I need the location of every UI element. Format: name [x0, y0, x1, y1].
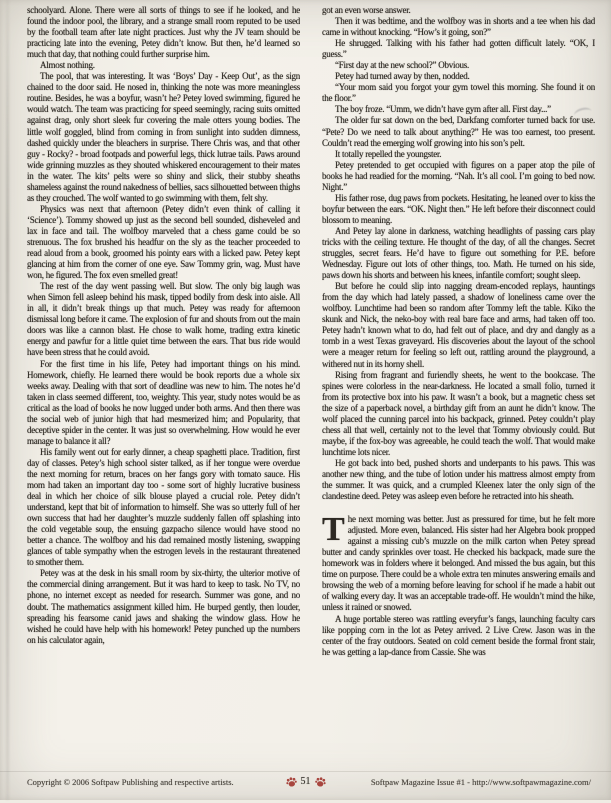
paragraph: Rising from fragrant and furiendly sheets, he went to the bookcase. The spines were colorless in the near-darkness. He located a small folio, turned it from its protective box into his paw. It wasn’t a book, but a magnetic chess set the size of a paperback novel, a birthday gift from an aunt he didn’t know. The wolf placed the cunning parcel into his backpack, grinned. Petey couldn’t play chess all that well, certainly not to the level that Tommy obviously could. But maybe, if the fox-boy was agreeable, he could teach the wolf. That would make lunchtime lots nicer. [322, 369, 595, 457]
paragraph: His family went out for early dinner, a cheap spaghetti place. Tradition, first day of classes. Petey’s high school sister talked, as if her tongue were overdue the next morning for return, braces on her fangs gory with tomato sauce. His mom had taken an important day too - some sort of highly lucrative business deal in which her choice of silk blouse played a crucial role. Petey didn’t understand, kept that bit of information to himself. She was so utterly full of her own success that had her daughter’s muzzle suddenly fallen off splashing into the cold vegetable soup, the ensuing gazpacho silence would have stood no better a chance. The wolfboy and his dad remained mostly listening, swapping glances of table sympathy when the estrogen levels in the restaurant threatened to smother them. [27, 446, 300, 568]
paragraph: He shrugged. Talking with his father had gotten difficult lately. “OK, I guess.” [322, 38, 595, 60]
paragraph: The rest of the day went passing well. But slow. The only big laugh was when Simon fell asleep behind his mask, tipped bodily from desk into aisle. All in all, it didn’t break things up that much. Petey was ready for afternoon dismissal long before it came. The explosion of fur and shouts from out the main doors was like a cannon blast. He chose to walk home, trading extra kinetic energy and pawfur for a little quiet time between the ears. That bus ride would have been stress that he could avoid. [27, 281, 300, 358]
paragraph: Petey had turned away by then, nodded. [335, 71, 470, 82]
paw-icon [286, 777, 297, 787]
paragraph: And Petey lay alone in darkness, watching headlights of passing cars play tricks with the ceiling texture. He thought of the day, of all the changes. Secret struggles, secret fears. He’d have to figure out something for P.E. before Wednesday. Figure out lots of other things, too. Math. He turned on his side, paws down his shorts and between his knees, infantile comfort; sought sleep. [322, 225, 595, 281]
paragraph: “Your mom said you forgot your gym towel this morning. She found it on the floor.” [322, 82, 595, 104]
paragraph: Then it was bedtime, and the wolfboy was in shorts and a tee when his dad came in without knocking. “How’s it going, son?” [322, 16, 595, 38]
paragraph: got an even worse answer. [322, 5, 411, 15]
left-column [27, 5, 300, 767]
paragraph: The pool, that was interesting. It was ‘Boys’ Day - Keep Out’, as the sign chained to the door said. He nosed in, thinking the note was more meaningless routine. Besides, he was a boyfur, wasn’t he? Petey loved swimming, figured he would watch. The team was practicing for speed seemingly, racing suits omitted against drag, only short sleek fur covering the male otters young bodies. The little wolf goggled, blind from coming in from sunlight into sudden dimness, dashed quickly under the bleachers in surprise. There Chris was, and that other guy - Rocky? - broad footpads and powerful legs, thick lutrae tails. Paws around wide grinning muzzles as they shouted whiskered encouragement to their mates in the water. The kits’ pelts were so shiny and slick, their stubby sheaths shameless against the round nakedness of bellies, sacs silhouetted between thighs as they crouched. The wolf wanted to go swimming with them, felt shy. [27, 71, 300, 203]
page-number: 51 [300, 776, 311, 787]
footer-copyright: Copyright © 2006 Softpaw Publishing and respective artists. [27, 777, 234, 787]
story-text [27, 5, 595, 767]
paw-icon [315, 777, 326, 787]
paragraph: The next morning was better. Just as pressured for time, but he felt more adjusted. More even, balanced. His sister had her Algebra book propped against a missing cub’s muzzle on the milk carton when Petey spread butter and candy sprinkles over toast. He checked his backpack, made sure the homework was in folders where it belonged. And missed the bus again, but this time on purpose. There could be a whole extra ten minutes answering emails and browsing the web of a morning before leaving for school if he made a habit out of walking every day. It was an acceptable trade-off. He wouldn’t mind the hike, unless it rained or snowed. [322, 511, 595, 613]
paragraph: But before he could slip into nagging dream-encoded replays, hauntings from the day which had lately passed, a shadow of loneliness came over the wolfboy. Lunchtime had been so random after Tommy left the table. Kiko the skunk and Nick, the neko-boy with real bare face and arms, had taken off too. Petey hadn’t known what to do, had felt out of place, and dry and dangly as a tomb in a west Texas graveyard. His discoveries about the layout of the school were a meager return for feeling so left out, rattling around the playground, a withered nut in its horny shell. [322, 281, 595, 369]
drop-cap-letter: T [322, 511, 345, 549]
paragraph: For the first time in his life, Petey had important things on his mind. Homework, chiefly. He learned there would be book reports due a whole six weeks away. Dealing with that sort of deadline was new to him. The notes he’d taken in class seemed different, too, weighty. This year, study notes would be as critical as the load of books he now lugged under both arms. And then there was the social web of junior high that had mesmerized him; and Popularity, that deceptive spider in the center. It was just so overwhelming. How would he ever manage to balance it all? [27, 358, 300, 446]
paragraph: “First day at the new school?” Obvious. [335, 60, 469, 71]
paragraph: The boy froze. “Umm, we didn’t have gym after all. First day...” [335, 104, 551, 115]
paragraph: Physics was next that afternoon (Petey didn’t even think of calling it ‘Science’). Tommy showed up just as the second bell sounded, disheveled and lax in face and tail. The wolfboy marveled that a chess game could be so strenuous. The fox brushed his headfur on the sly as the teacher proceeded to read aloud from a book, groomed his pointy ears with a licked paw. Petey kept glancing at him from the corner of one eye. Saw Tommy grin, wag. Must have won, he figured. The fox even smelled great! [27, 203, 300, 281]
paragraph: Almost nothing. [40, 60, 95, 71]
paragraph: Petey pretended to get occupied with figures on a paper atop the pile of books he had readied for the morning. “Nah. It’s all cool. I’m going to bed now. Night.” [322, 159, 595, 192]
paragraph: Petey was at the desk in his small room by six-thirty, the ulterior motive of the commercial dining arrangement. But it was hard to keep to task. No TV, no phone, no internet except as needed for research. Summer was gone, and no doubt. The mathematics assignment killed him. He burped gently, then louder, spreading his fearsome canid jaws and shaking the window glass. How he wished he could have help with his homework! Petey punched up the numbers on his calculator again, [27, 568, 300, 645]
paragraph: The older fur sat down on the bed, Darkfang comforter turned back for use. “Pete? Do we need to talk about anything?” He was too earnest, too present. Couldn’t read the emerging wolf growing into his son’s pelt. [322, 115, 595, 148]
paragraph: It totally repelled the youngster. [335, 148, 442, 159]
paragraph: His father rose, dug paws from pockets. Hesitating, he leaned over to kiss the boyfur between the ears. “OK. Night then.” He left before their disconnect could blossom to meaning. [322, 192, 595, 225]
scan-edge-shadow [6, 0, 9, 800]
page-number-block [286, 776, 326, 787]
right-column [322, 5, 595, 767]
page-footer [0, 771, 611, 798]
paragraph: A huge portable stereo was rattling everyfur’s fangs, launching faculty cars like popping corn in the lot as Petey arrived. 2 Live Crew. Jason was in the center of the fray outdoors. Seated on cold cement beside the formal front stair, he was getting a lap-dance from Cassie. She was [322, 613, 595, 657]
paragraph: schoolyard. Alone. There were all sorts of things to see if he looked, and he found the indoor pool, the library, and a strange small room reputed to be used by the football team after late night practices. Just why the JV team should be practicing late into the evening, Petey didn’t know. But then, he’d learned so much that day, that nothing could further surprise him. [27, 5, 300, 60]
footer-magazine-info: Softpaw Magazine Issue #1 - http://www.softpawmagazine.com/ [370, 777, 591, 787]
paragraph: He got back into bed, pushed shorts and underpants to his paws. This was another new thing, and the tube of lotion under his mattress almost empty from the summer. It was quick, and a crumpled Kleenex later the only sign of the clandestine deed. Petey was asleep even before he retracted into his sheath. [322, 457, 595, 502]
